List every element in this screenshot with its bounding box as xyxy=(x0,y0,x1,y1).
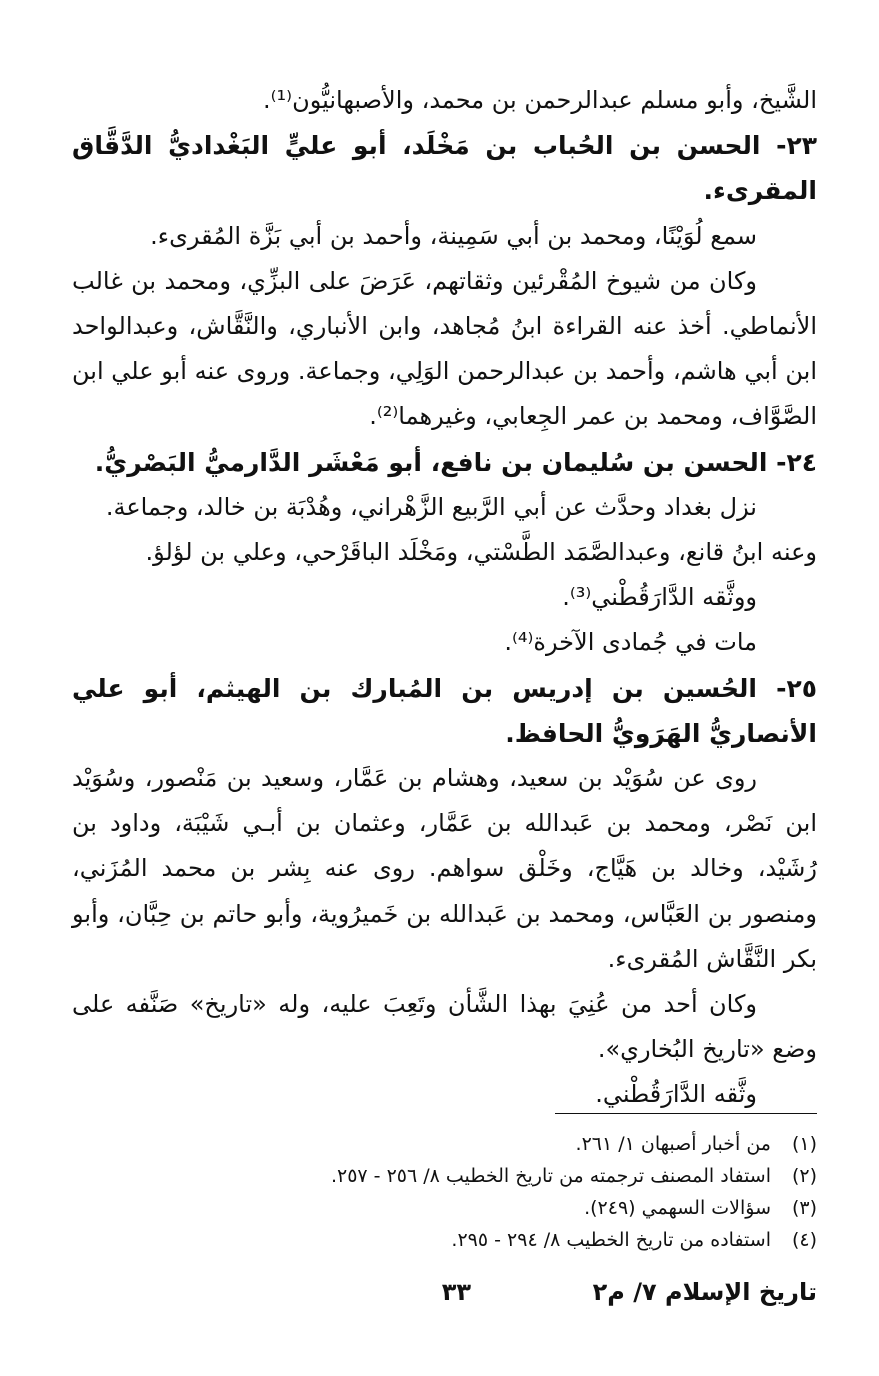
footnote-1 xyxy=(72,1128,817,1160)
entry-heading-23: ٢٣- الحسن بن الحُباب بن مَخْلَد، أبو عليٍّ البَغْداديُّ الدَّقَّاق المقرىء. xyxy=(72,131,817,206)
footnote-divider xyxy=(555,1113,817,1114)
footnote-number: (١) xyxy=(791,1133,817,1155)
footnote-number: (٤) xyxy=(791,1229,817,1251)
footnote-4 xyxy=(72,1224,817,1256)
main-text xyxy=(72,78,817,1118)
paragraph-11: روى عن سُوَيْد بن سعيد، وهشام بن عَمَّار، وسعيد بن مَنْصور، وسُوَيْد ابن نَصْر، ومحمد بن عَبدالله بن عَمَّار، وعثمان بن أبـي شَيْبَة، وداود بن رُشَيْد، وخالد بن هَيَّاج، وخَلْق سواهم. روى عنه بِشر بن محمد المُزَني، ومنصور بن العَبَّاس، ومحمد بن عَبدالله بن خَميرُوية، وأبو حاتم بن حِبَّان، وأبو بكر النَّقَّاش المُقرىء. xyxy=(72,764,817,973)
footnote-3 xyxy=(72,1192,817,1224)
paragraph-8: ووثَّقه الدَّارَقُطْني⁽³⁾. xyxy=(562,583,757,612)
paragraph-4: وكان من شيوخ المُقْرئين وثقاتهم، عَرَضَ على البزِّي، ومحمد بن غالب الأنماطي. أخذ عنه القراءة ابنُ مُجاهد، وابن الأنباري، والنَّقَّاش، وعبدالواحد ابن أبي هاشم، وأحمد بن عبدالرحمن الوَلِي، وجماعة. وروى عنه أبو علي ابن الصَّوَّاف، ومحمد بن عمر الجِعابي، وغيرهما⁽²⁾. xyxy=(72,266,817,431)
running-title: تاريخ الإسلام ٧/ م٢ xyxy=(592,1278,817,1306)
footnote-number: (٣) xyxy=(791,1197,817,1219)
footnotes-list xyxy=(72,1128,817,1256)
footnote-text: استفاد المصنف ترجمته من تاريخ الخطيب ٨/ ٢٥٦ - ٢٥٧. xyxy=(330,1165,771,1187)
footnote-2 xyxy=(72,1160,817,1192)
paragraph-12: وكان أحد من عُنِيَ بهذا الشَّأن وتَعِبَ عليه، وله «تاريخ» صَنَّفه على وضع «تاريخ البُخاري». xyxy=(72,990,817,1064)
paragraph-13: وثَّقه الدَّارَقُطْني. xyxy=(595,1080,757,1109)
paragraph-3: سمع لُوَيْنًا، ومحمد بن أبي سَمِينة، وأحمد بن أبي بَزَّة المُقرىء. xyxy=(150,221,757,250)
paragraph-1: الشَّيخ، وأبو مسلم عبدالرحمن بن محمد، والأصبهانيُّون⁽¹⁾. xyxy=(263,86,817,114)
entry-heading-24: ٢٤- الحسن بن سُليمان بن نافع، أبو مَعْشَر الدَّارميُّ البَصْريُّ. xyxy=(94,447,817,477)
entry-heading-25: ٢٥- الحُسين بن إدريس بن المُبارك بن الهيثم، أبو علي الأنصاريُّ الهَرَويُّ الحافظ. xyxy=(72,673,817,748)
page-footer xyxy=(0,1278,879,1318)
footnote-text: استفاده من تاريخ الخطيب ٨/ ٢٩٤ - ٢٩٥. xyxy=(451,1229,771,1251)
paragraph-6: نزل بغداد وحدَّث عن أبي الرَّبيع الزَّهْراني، وهُدْبَة بن خالد، وجماعة. xyxy=(105,492,757,521)
paragraph-9: مات في جُمادى الآخرة⁽⁴⁾. xyxy=(504,628,757,657)
page-number: ٣٣ xyxy=(441,1278,471,1306)
footnote-text: سؤالات السهمي (٢٤٩). xyxy=(584,1197,771,1219)
footnote-number: (٢) xyxy=(791,1165,817,1187)
footnote-text: من أخبار أصبهان ١/ ٢٦١. xyxy=(575,1133,771,1155)
paragraph-7: وعنه ابنُ قانع، وعبدالصَّمَد الطَّسْتي، ومَخْلَد الباقَرْحي، وعلي بن لؤلؤ. xyxy=(145,538,817,567)
